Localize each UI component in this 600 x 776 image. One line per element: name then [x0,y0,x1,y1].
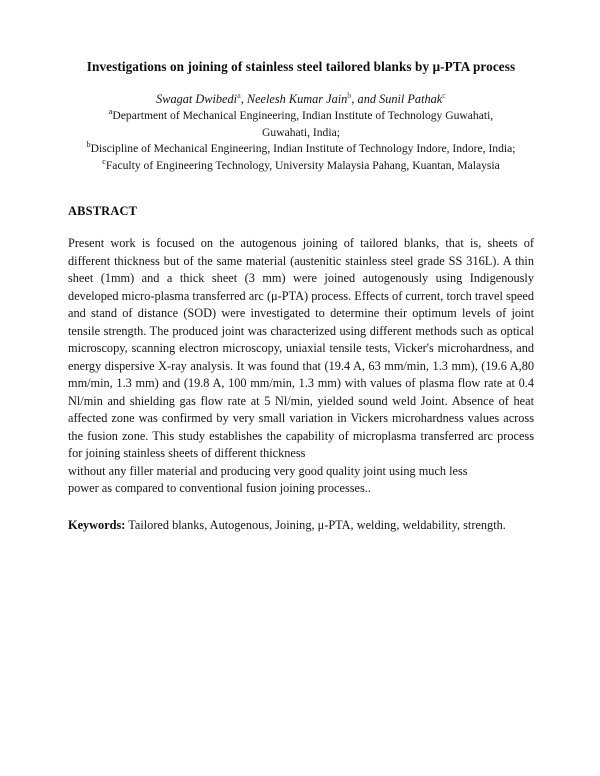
abstract-heading: ABSTRACT [68,204,138,219]
author-list [68,91,534,108]
abstract-body-tail-line-1: without any filler material and producing very good quality joint using much less [68,463,468,478]
affiliation-text: Faculty of Engineering Technology, University Malaysia Pahang, Kuantan, Malaysia [105,158,500,172]
affiliation-mark: b [86,140,91,150]
keywords-line [68,517,534,535]
affiliation-mark: c [102,156,106,166]
keywords-label: Keywords: [68,517,126,532]
abstract-body: Present work is focused on the autogenous joining of tailored blanks, that is, sheets of different thickness but of the same material (austenitic stainless steel grade SS 316L). A thin sheet (1mm) and a thick sheet (3 mm) were joined autogenously using Indigenously developed micro-plasma transferred arc (μ-PTA) process. Effects of current, torch travel speed and stand of distance (SOD) were investigated to determine their optimum levels of joint tensile strength. The produced joint was characterized using different methods such as optical microscopy, scanning electron microscopy, uniaxial tensile tests, Vicker's microhardness, and energy dispersive X-ray analysis. It was found that (19.4 A, 63 mm/min, 1.3 mm), (19.6 A,80 mm/min, 1.3 mm) and (19.8 A, 100 mm/min, 1.3 mm) with values of plasma flow rate at 0.4 Nl/min and shielding gas flow rate at 5 Nl/min, yielded sound weld Joint. Absence of heat affected zone was confirmed by very small variation in Vickers microhardness values across the fusion zone. This study establishes the capability of microplasma transferred arc process for joining stainless sheets of different thickness [68,236,534,461]
author-affiliation-mark-1[interactable]: a [237,90,241,100]
keywords-values: Tailored blanks, Autogenous, Joining, μ-PTA, welding, weldability, strength. [125,517,506,532]
affiliation-line [68,125,534,142]
author-name-1: Swagat Dwibedi [156,92,238,106]
affiliation-line [68,158,534,175]
author-name-3: Sunil Pathak [379,92,443,106]
author-separator-1: , [240,92,247,106]
page-content [68,58,534,534]
page-title: Investigations on joining of stainless steel tailored blanks by μ-PTA process [86,59,516,74]
author-name-2: Neelesh Kumar Jain [246,92,348,106]
affiliation-text: Discipline of Mechanical Engineering, Indian Institute of Technology Indore, Indore, India; [90,142,516,156]
author-affiliation-mark-3[interactable]: c [442,90,446,100]
author-affiliation-mark-2[interactable]: b [347,90,352,100]
affiliation-text: Department of Mechanical Engineering, Indian Institute of Technology Guwahati, [112,109,494,122]
affiliation-mark: a [108,107,113,117]
affiliation-line [68,141,534,158]
abstract-body-tail-line-2: power as compared to conventional fusion joining processes.. [68,481,371,496]
affiliation-text: Guwahati, India; [262,125,340,139]
author-separator-2: , and [351,92,380,106]
affiliation-line [68,108,534,125]
